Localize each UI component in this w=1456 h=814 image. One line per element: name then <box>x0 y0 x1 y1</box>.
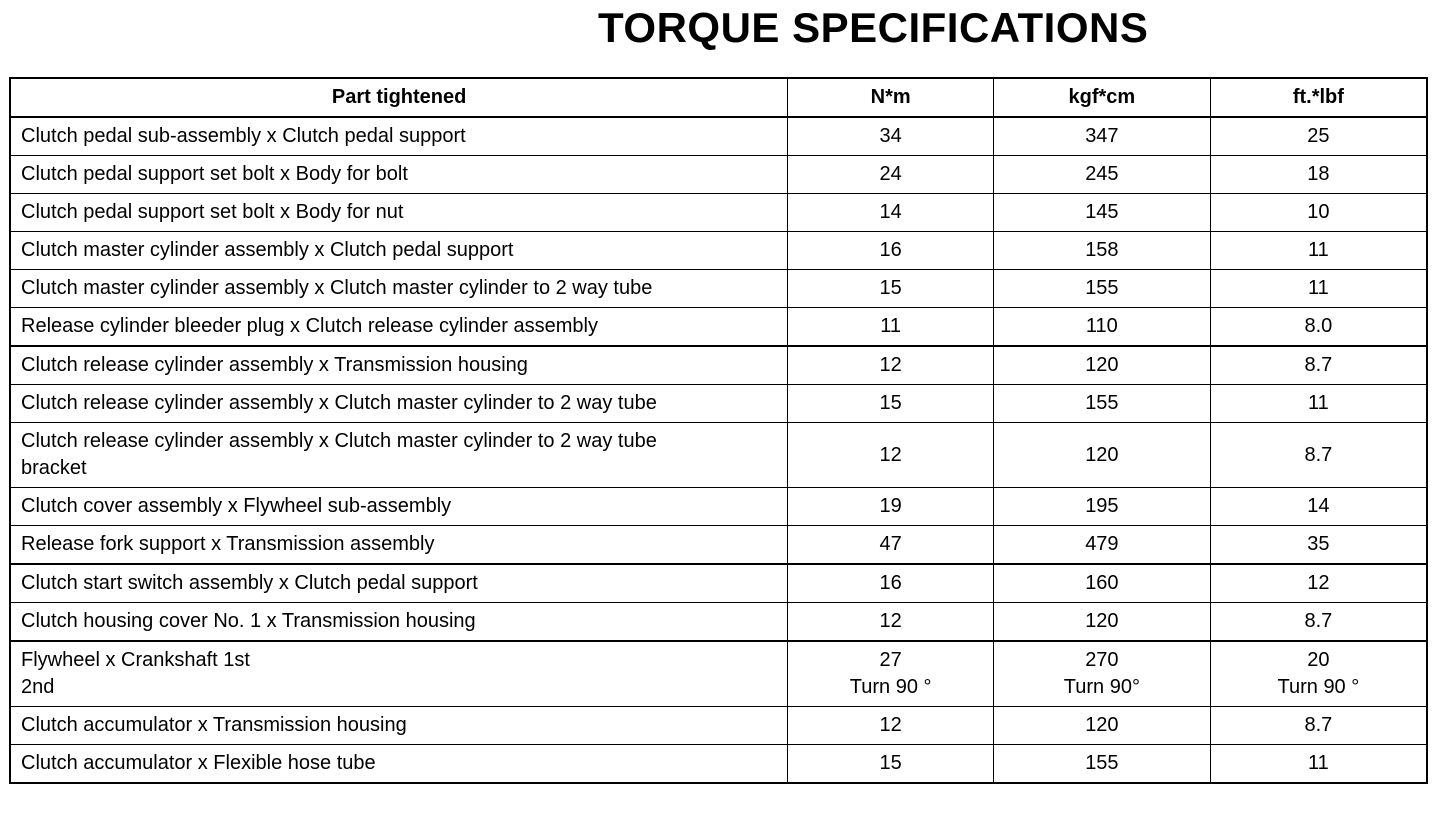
cell-ft-line: 8.7 <box>1304 610 1333 632</box>
cell-part <box>10 488 788 526</box>
cell-part <box>10 603 788 642</box>
cell-ft <box>1210 641 1427 707</box>
cell-nm <box>788 423 994 488</box>
cell-nm-line: 15 <box>879 752 902 774</box>
cell-kgf-line: 245 <box>1085 163 1119 185</box>
cell-kgf-line: 120 <box>1085 714 1119 736</box>
cell-kgf <box>994 488 1211 526</box>
cell-part-line: Clutch master cylinder assembly x Clutch pedal support <box>21 239 514 261</box>
cell-ft <box>1210 270 1427 308</box>
cell-part-line: Flywheel x Crankshaft 1st <box>21 649 250 671</box>
cell-nm-line: 27 <box>879 649 902 671</box>
cell-kgf-line: 270 <box>1085 649 1119 671</box>
table-row <box>10 232 1427 270</box>
cell-kgf-line: 195 <box>1085 495 1119 517</box>
cell-kgf <box>994 232 1211 270</box>
cell-ft-line: 11 <box>1307 752 1329 774</box>
cell-nm <box>788 156 994 194</box>
cell-nm <box>788 641 994 707</box>
cell-nm <box>788 564 994 603</box>
cell-part-line: Clutch master cylinder assembly x Clutch master cylinder to 2 way tube <box>21 277 653 299</box>
cell-ft <box>1210 423 1427 488</box>
cell-nm-line: 47 <box>879 533 902 555</box>
cell-kgf-line: 120 <box>1085 354 1119 376</box>
cell-ft <box>1210 603 1427 642</box>
cell-part <box>10 117 788 156</box>
cell-ft-line: 35 <box>1307 533 1330 555</box>
cell-ft-line: 8.7 <box>1304 354 1333 376</box>
cell-part <box>10 346 788 385</box>
table-body <box>10 117 1427 783</box>
cell-part <box>10 707 788 745</box>
cell-kgf-line: 347 <box>1085 125 1119 147</box>
table-row <box>10 564 1427 603</box>
cell-nm <box>788 603 994 642</box>
cell-kgf <box>994 156 1211 194</box>
table-row <box>10 194 1427 232</box>
cell-part <box>10 423 788 488</box>
cell-kgf <box>994 641 1211 707</box>
table-row <box>10 526 1427 565</box>
cell-nm-line: 12 <box>879 714 902 736</box>
cell-ft-line: 11 <box>1307 392 1329 414</box>
cell-kgf-line: 120 <box>1085 443 1119 466</box>
cell-nm <box>788 346 994 385</box>
cell-ft <box>1210 526 1427 565</box>
cell-ft-line: 8.7 <box>1304 443 1333 466</box>
cell-nm <box>788 194 994 232</box>
cell-kgf-line: 160 <box>1085 572 1119 594</box>
cell-nm-line: 12 <box>879 610 902 632</box>
cell-part <box>10 194 788 232</box>
cell-part <box>10 308 788 347</box>
cell-kgf-line: 145 <box>1085 201 1119 223</box>
cell-part-line: Clutch cover assembly x Flywheel sub-assembly <box>21 495 452 517</box>
cell-nm <box>788 270 994 308</box>
cell-ft-line: 14 <box>1307 495 1330 517</box>
cell-part-line: Clutch pedal support set bolt x Body for bolt <box>21 163 408 185</box>
cell-nm-line: 12 <box>879 443 902 466</box>
cell-part-line: Clutch housing cover No. 1 x Transmission housing <box>21 610 476 632</box>
cell-kgf <box>994 707 1211 745</box>
cell-nm-line: 34 <box>879 125 902 147</box>
cell-part-line: Release fork support x Transmission assembly <box>21 533 435 555</box>
cell-kgf <box>994 308 1211 347</box>
cell-nm <box>788 117 994 156</box>
table-row <box>10 707 1427 745</box>
cell-ft-line: 12 <box>1307 572 1330 594</box>
cell-ft-line: 20 <box>1307 649 1330 671</box>
cell-kgf <box>994 745 1211 784</box>
cell-ft <box>1210 564 1427 603</box>
cell-ft <box>1210 308 1427 347</box>
cell-part-line: Clutch release cylinder assembly x Transmission housing <box>21 354 528 376</box>
cell-part <box>10 270 788 308</box>
cell-nm-line: 15 <box>879 392 902 414</box>
cell-kgf-line: 479 <box>1085 533 1119 555</box>
cell-nm-line: 24 <box>879 163 902 185</box>
cell-part-line: Clutch release cylinder assembly x Clutch master cylinder to 2 way tube <box>21 430 657 452</box>
cell-nm-line: Turn 90 ° <box>849 676 932 698</box>
cell-kgf <box>994 423 1211 488</box>
table-row <box>10 385 1427 423</box>
cell-nm-line: 16 <box>879 239 902 261</box>
cell-part-line: Release cylinder bleeder plug x Clutch release cylinder assembly <box>21 315 598 337</box>
cell-nm-line: 11 <box>880 315 902 337</box>
cell-ft-line: 25 <box>1307 125 1330 147</box>
cell-nm <box>788 488 994 526</box>
cell-kgf-line: 120 <box>1085 610 1119 632</box>
cell-ft-line: 11 <box>1307 277 1329 299</box>
cell-nm-line: 19 <box>879 495 902 517</box>
cell-kgf <box>994 194 1211 232</box>
cell-ft <box>1210 707 1427 745</box>
cell-part <box>10 745 788 784</box>
table-row <box>10 270 1427 308</box>
cell-part-line: Clutch start switch assembly x Clutch pedal support <box>21 572 478 594</box>
column-header-ft: ft.*lbf <box>1210 78 1427 117</box>
cell-kgf <box>994 346 1211 385</box>
table-row <box>10 603 1427 642</box>
cell-kgf <box>994 526 1211 565</box>
cell-kgf-line: Turn 90° <box>1063 676 1140 698</box>
cell-ft <box>1210 745 1427 784</box>
column-header-nm: N*m <box>788 78 994 117</box>
page-title: TORQUE SPECIFICATIONS <box>598 4 1149 51</box>
cell-part <box>10 385 788 423</box>
cell-part-line: Clutch accumulator x Flexible hose tube <box>21 752 376 774</box>
cell-kgf-line: 110 <box>1085 315 1118 337</box>
cell-kgf-line: 155 <box>1085 277 1119 299</box>
cell-ft-line: 8.0 <box>1304 315 1333 337</box>
table-row <box>10 156 1427 194</box>
cell-part <box>10 564 788 603</box>
cell-nm <box>788 745 994 784</box>
column-header-part: Part tightened <box>10 78 788 117</box>
cell-part <box>10 232 788 270</box>
cell-part-line: Clutch release cylinder assembly x Clutch master cylinder to 2 way tube <box>21 392 657 414</box>
cell-nm-line: 12 <box>879 354 902 376</box>
cell-ft <box>1210 194 1427 232</box>
cell-ft-line: 11 <box>1307 239 1329 261</box>
cell-part <box>10 641 788 707</box>
cell-part-line: 2nd <box>21 676 55 698</box>
table-row <box>10 346 1427 385</box>
cell-kgf <box>994 270 1211 308</box>
cell-part-line: bracket <box>21 457 87 479</box>
table-row <box>10 117 1427 156</box>
cell-part-line: Clutch accumulator x Transmission housing <box>21 714 407 736</box>
cell-kgf <box>994 564 1211 603</box>
cell-part-line: Clutch pedal support set bolt x Body for nut <box>21 201 404 223</box>
cell-ft-line: 18 <box>1307 163 1330 185</box>
table-row <box>10 423 1427 488</box>
cell-nm <box>788 232 994 270</box>
cell-nm <box>788 707 994 745</box>
table-row <box>10 488 1427 526</box>
cell-ft <box>1210 346 1427 385</box>
cell-ft-line: Turn 90 ° <box>1277 676 1360 698</box>
cell-ft <box>1210 385 1427 423</box>
cell-part <box>10 526 788 565</box>
cell-nm-line: 14 <box>879 201 902 223</box>
cell-nm <box>788 308 994 347</box>
torque-spec-table <box>9 77 1428 784</box>
cell-kgf-line: 158 <box>1085 239 1119 261</box>
cell-ft-line: 8.7 <box>1304 714 1333 736</box>
table-row <box>10 745 1427 784</box>
table-row <box>10 641 1427 707</box>
column-header-kgf: kgf*cm <box>994 78 1211 117</box>
cell-nm <box>788 526 994 565</box>
cell-ft <box>1210 117 1427 156</box>
cell-part-line: Clutch pedal sub-assembly x Clutch pedal support <box>21 125 466 147</box>
cell-nm-line: 15 <box>879 277 902 299</box>
cell-nm-line: 16 <box>879 572 902 594</box>
cell-nm <box>788 385 994 423</box>
table-row <box>10 308 1427 347</box>
cell-ft <box>1210 156 1427 194</box>
cell-ft <box>1210 488 1427 526</box>
cell-ft-line: 10 <box>1307 201 1330 223</box>
cell-kgf <box>994 117 1211 156</box>
cell-kgf-line: 155 <box>1085 752 1119 774</box>
cell-kgf-line: 155 <box>1085 392 1119 414</box>
cell-ft <box>1210 232 1427 270</box>
table-header-row <box>10 78 1427 117</box>
cell-part <box>10 156 788 194</box>
cell-kgf <box>994 385 1211 423</box>
cell-kgf <box>994 603 1211 642</box>
